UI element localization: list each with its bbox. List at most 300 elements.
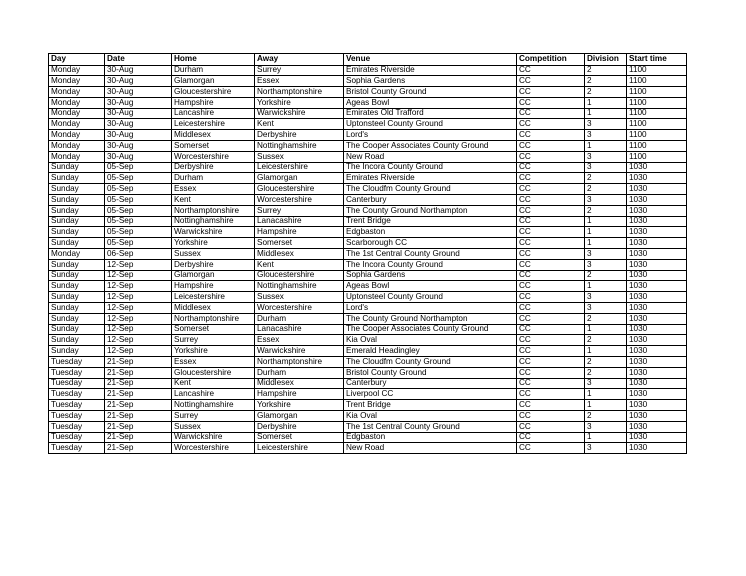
cell-competition: CC xyxy=(517,411,585,422)
cell-division: 1 xyxy=(585,97,627,108)
table-row xyxy=(49,259,687,270)
header-venue: Venue xyxy=(344,54,517,66)
cell-division: 1 xyxy=(585,108,627,119)
cell-division: 3 xyxy=(585,421,627,432)
cell-day: Sunday xyxy=(49,281,105,292)
cell-day: Monday xyxy=(49,141,105,152)
cell-date: 05-Sep xyxy=(105,216,172,227)
cell-away: Surrey xyxy=(255,205,344,216)
table-row xyxy=(49,97,687,108)
table-row xyxy=(49,335,687,346)
cell-away: Glamorgan xyxy=(255,173,344,184)
cell-start-time: 1030 xyxy=(627,184,687,195)
cell-venue: Canterbury xyxy=(344,378,517,389)
cell-date: 12-Sep xyxy=(105,292,172,303)
cell-start-time: 1030 xyxy=(627,249,687,260)
cell-date: 30-Aug xyxy=(105,108,172,119)
cell-venue: Emirates Old Trafford xyxy=(344,108,517,119)
fixtures-table xyxy=(48,53,687,454)
cell-competition: CC xyxy=(517,195,585,206)
header-competition: Competition xyxy=(517,54,585,66)
cell-day: Monday xyxy=(49,108,105,119)
cell-home: Glamorgan xyxy=(172,76,255,87)
cell-competition: CC xyxy=(517,281,585,292)
cell-day: Tuesday xyxy=(49,411,105,422)
cell-home: Yorkshire xyxy=(172,346,255,357)
cell-home: Derbyshire xyxy=(172,259,255,270)
cell-date: 05-Sep xyxy=(105,195,172,206)
cell-start-time: 1030 xyxy=(627,335,687,346)
cell-division: 3 xyxy=(585,119,627,130)
cell-venue: New Road xyxy=(344,151,517,162)
cell-away: Northamptonshire xyxy=(255,357,344,368)
cell-competition: CC xyxy=(517,227,585,238)
cell-day: Tuesday xyxy=(49,378,105,389)
cell-away: Lanacashire xyxy=(255,324,344,335)
cell-home: Gloucestershire xyxy=(172,367,255,378)
table-row xyxy=(49,313,687,324)
cell-venue: Kia Oval xyxy=(344,335,517,346)
cell-away: Surrey xyxy=(255,65,344,76)
cell-date: 12-Sep xyxy=(105,281,172,292)
cell-day: Sunday xyxy=(49,270,105,281)
cell-day: Tuesday xyxy=(49,400,105,411)
cell-competition: CC xyxy=(517,173,585,184)
cell-competition: CC xyxy=(517,421,585,432)
cell-start-time: 1030 xyxy=(627,443,687,454)
cell-away: Sussex xyxy=(255,292,344,303)
cell-division: 2 xyxy=(585,76,627,87)
cell-start-time: 1030 xyxy=(627,346,687,357)
table-row xyxy=(49,65,687,76)
cell-division: 2 xyxy=(585,335,627,346)
cell-home: Derbyshire xyxy=(172,162,255,173)
cell-competition: CC xyxy=(517,259,585,270)
header-date: Date xyxy=(105,54,172,66)
cell-competition: CC xyxy=(517,130,585,141)
cell-start-time: 1100 xyxy=(627,119,687,130)
cell-away: Middlesex xyxy=(255,249,344,260)
cell-division: 3 xyxy=(585,195,627,206)
cell-away: Sussex xyxy=(255,151,344,162)
cell-start-time: 1100 xyxy=(627,108,687,119)
cell-competition: CC xyxy=(517,313,585,324)
cell-date: 30-Aug xyxy=(105,119,172,130)
cell-home: Durham xyxy=(172,65,255,76)
cell-date: 12-Sep xyxy=(105,346,172,357)
cell-start-time: 1030 xyxy=(627,378,687,389)
cell-day: Sunday xyxy=(49,259,105,270)
table-row xyxy=(49,195,687,206)
table-row xyxy=(49,346,687,357)
cell-start-time: 1030 xyxy=(627,389,687,400)
cell-day: Tuesday xyxy=(49,432,105,443)
cell-home: Lancashire xyxy=(172,389,255,400)
cell-competition: CC xyxy=(517,357,585,368)
cell-day: Sunday xyxy=(49,346,105,357)
cell-start-time: 1030 xyxy=(627,313,687,324)
table-row xyxy=(49,421,687,432)
cell-home: Leicestershire xyxy=(172,292,255,303)
table-row xyxy=(49,281,687,292)
cell-day: Sunday xyxy=(49,195,105,206)
cell-away: Leicestershire xyxy=(255,443,344,454)
cell-home: Yorkshire xyxy=(172,238,255,249)
cell-home: Warwickshire xyxy=(172,227,255,238)
cell-venue: Lord's xyxy=(344,303,517,314)
cell-venue: Trent Bridge xyxy=(344,216,517,227)
cell-day: Monday xyxy=(49,97,105,108)
cell-venue: Canterbury xyxy=(344,195,517,206)
cell-away: Warwickshire xyxy=(255,108,344,119)
cell-date: 21-Sep xyxy=(105,378,172,389)
cell-home: Nottinghamshire xyxy=(172,400,255,411)
cell-away: Essex xyxy=(255,76,344,87)
cell-division: 3 xyxy=(585,130,627,141)
cell-date: 06-Sep xyxy=(105,249,172,260)
cell-competition: CC xyxy=(517,443,585,454)
cell-start-time: 1030 xyxy=(627,173,687,184)
fixtures-sheet xyxy=(48,53,687,454)
cell-date: 12-Sep xyxy=(105,270,172,281)
cell-home: Surrey xyxy=(172,411,255,422)
cell-day: Monday xyxy=(49,249,105,260)
cell-start-time: 1100 xyxy=(627,97,687,108)
table-row xyxy=(49,141,687,152)
cell-start-time: 1030 xyxy=(627,303,687,314)
cell-division: 2 xyxy=(585,270,627,281)
cell-competition: CC xyxy=(517,108,585,119)
cell-away: Hampshire xyxy=(255,227,344,238)
table-row xyxy=(49,378,687,389)
header-home: Home xyxy=(172,54,255,66)
cell-competition: CC xyxy=(517,270,585,281)
cell-venue: Edgbaston xyxy=(344,227,517,238)
cell-home: Leicestershire xyxy=(172,119,255,130)
cell-date: 12-Sep xyxy=(105,303,172,314)
cell-day: Sunday xyxy=(49,324,105,335)
cell-start-time: 1030 xyxy=(627,292,687,303)
table-row xyxy=(49,303,687,314)
cell-home: Sussex xyxy=(172,421,255,432)
cell-home: Kent xyxy=(172,378,255,389)
cell-start-time: 1030 xyxy=(627,367,687,378)
cell-day: Sunday xyxy=(49,205,105,216)
cell-division: 3 xyxy=(585,292,627,303)
cell-competition: CC xyxy=(517,335,585,346)
cell-away: Gloucestershire xyxy=(255,270,344,281)
cell-division: 1 xyxy=(585,389,627,400)
cell-competition: CC xyxy=(517,346,585,357)
cell-home: Durham xyxy=(172,173,255,184)
cell-date: 30-Aug xyxy=(105,65,172,76)
cell-division: 1 xyxy=(585,238,627,249)
cell-date: 05-Sep xyxy=(105,162,172,173)
cell-division: 1 xyxy=(585,281,627,292)
cell-competition: CC xyxy=(517,378,585,389)
cell-day: Sunday xyxy=(49,184,105,195)
cell-date: 30-Aug xyxy=(105,87,172,98)
cell-venue: The Incora County Ground xyxy=(344,259,517,270)
cell-away: Warwickshire xyxy=(255,346,344,357)
cell-division: 3 xyxy=(585,303,627,314)
cell-day: Monday xyxy=(49,76,105,87)
cell-away: Essex xyxy=(255,335,344,346)
cell-division: 2 xyxy=(585,173,627,184)
cell-division: 3 xyxy=(585,259,627,270)
cell-away: Yorkshire xyxy=(255,97,344,108)
cell-competition: CC xyxy=(517,119,585,130)
cell-away: Nottinghamshire xyxy=(255,281,344,292)
cell-start-time: 1030 xyxy=(627,324,687,335)
cell-start-time: 1030 xyxy=(627,259,687,270)
cell-start-time: 1030 xyxy=(627,216,687,227)
table-row xyxy=(49,238,687,249)
cell-venue: Trent Bridge xyxy=(344,400,517,411)
cell-division: 2 xyxy=(585,367,627,378)
cell-away: Durham xyxy=(255,367,344,378)
cell-venue: Uptonsteel County Ground xyxy=(344,292,517,303)
cell-competition: CC xyxy=(517,87,585,98)
cell-day: Monday xyxy=(49,130,105,141)
cell-competition: CC xyxy=(517,205,585,216)
table-row xyxy=(49,119,687,130)
cell-venue: The County Ground Northampton xyxy=(344,313,517,324)
table-row xyxy=(49,270,687,281)
header-away: Away xyxy=(255,54,344,66)
cell-competition: CC xyxy=(517,76,585,87)
cell-division: 1 xyxy=(585,324,627,335)
cell-venue: Liverpool CC xyxy=(344,389,517,400)
table-row xyxy=(49,443,687,454)
table-row xyxy=(49,216,687,227)
cell-division: 2 xyxy=(585,87,627,98)
cell-venue: Uptonsteel County Ground xyxy=(344,119,517,130)
cell-start-time: 1100 xyxy=(627,76,687,87)
cell-home: Glamorgan xyxy=(172,270,255,281)
cell-date: 05-Sep xyxy=(105,184,172,195)
cell-day: Sunday xyxy=(49,313,105,324)
cell-venue: Lord's xyxy=(344,130,517,141)
table-row xyxy=(49,173,687,184)
cell-division: 3 xyxy=(585,378,627,389)
cell-competition: CC xyxy=(517,216,585,227)
cell-start-time: 1030 xyxy=(627,227,687,238)
cell-home: Essex xyxy=(172,184,255,195)
cell-division: 2 xyxy=(585,357,627,368)
cell-away: Derbyshire xyxy=(255,421,344,432)
cell-venue: The Cloudfm County Ground xyxy=(344,184,517,195)
cell-home: Lancashire xyxy=(172,108,255,119)
cell-day: Sunday xyxy=(49,303,105,314)
cell-division: 3 xyxy=(585,249,627,260)
cell-start-time: 1030 xyxy=(627,281,687,292)
cell-date: 12-Sep xyxy=(105,313,172,324)
cell-date: 21-Sep xyxy=(105,443,172,454)
cell-start-time: 1100 xyxy=(627,65,687,76)
cell-venue: The Incora County Ground xyxy=(344,162,517,173)
cell-day: Sunday xyxy=(49,292,105,303)
cell-division: 2 xyxy=(585,184,627,195)
cell-date: 21-Sep xyxy=(105,367,172,378)
cell-division: 2 xyxy=(585,411,627,422)
cell-away: Lanacashire xyxy=(255,216,344,227)
cell-start-time: 1030 xyxy=(627,205,687,216)
cell-venue: The 1st Central County Ground xyxy=(344,249,517,260)
cell-away: Yorkshire xyxy=(255,400,344,411)
cell-division: 2 xyxy=(585,205,627,216)
cell-home: Sussex xyxy=(172,249,255,260)
cell-date: 21-Sep xyxy=(105,357,172,368)
cell-day: Tuesday xyxy=(49,367,105,378)
cell-division: 1 xyxy=(585,346,627,357)
cell-home: Middlesex xyxy=(172,130,255,141)
cell-day: Sunday xyxy=(49,173,105,184)
cell-start-time: 1100 xyxy=(627,141,687,152)
cell-away: Somerset xyxy=(255,238,344,249)
cell-day: Monday xyxy=(49,87,105,98)
cell-venue: New Road xyxy=(344,443,517,454)
cell-day: Tuesday xyxy=(49,389,105,400)
table-row xyxy=(49,411,687,422)
cell-day: Sunday xyxy=(49,162,105,173)
cell-venue: The 1st Central County Ground xyxy=(344,421,517,432)
table-row xyxy=(49,162,687,173)
cell-away: Kent xyxy=(255,119,344,130)
cell-away: Northamptonshire xyxy=(255,87,344,98)
cell-start-time: 1030 xyxy=(627,400,687,411)
cell-away: Middlesex xyxy=(255,378,344,389)
cell-home: Worcestershire xyxy=(172,151,255,162)
cell-date: 21-Sep xyxy=(105,411,172,422)
table-row xyxy=(49,432,687,443)
cell-venue: Sophia Gardens xyxy=(344,270,517,281)
table-row xyxy=(49,108,687,119)
cell-start-time: 1100 xyxy=(627,130,687,141)
table-row xyxy=(49,292,687,303)
cell-competition: CC xyxy=(517,97,585,108)
cell-start-time: 1030 xyxy=(627,411,687,422)
cell-competition: CC xyxy=(517,303,585,314)
cell-division: 2 xyxy=(585,65,627,76)
table-row xyxy=(49,151,687,162)
cell-division: 1 xyxy=(585,400,627,411)
cell-date: 21-Sep xyxy=(105,421,172,432)
cell-day: Sunday xyxy=(49,227,105,238)
cell-home: Hampshire xyxy=(172,97,255,108)
cell-date: 30-Aug xyxy=(105,130,172,141)
cell-venue: Edgbaston xyxy=(344,432,517,443)
table-row xyxy=(49,205,687,216)
table-row xyxy=(49,184,687,195)
cell-date: 30-Aug xyxy=(105,97,172,108)
cell-division: 1 xyxy=(585,216,627,227)
table-row xyxy=(49,227,687,238)
cell-date: 05-Sep xyxy=(105,205,172,216)
table-row xyxy=(49,76,687,87)
cell-home: Northamptonshire xyxy=(172,205,255,216)
cell-date: 05-Sep xyxy=(105,173,172,184)
cell-venue: The Cooper Associates County Ground xyxy=(344,324,517,335)
cell-division: 1 xyxy=(585,432,627,443)
cell-competition: CC xyxy=(517,184,585,195)
header-start-time: Start time xyxy=(627,54,687,66)
cell-home: Warwickshire xyxy=(172,432,255,443)
cell-day: Sunday xyxy=(49,238,105,249)
cell-start-time: 1030 xyxy=(627,195,687,206)
cell-venue: Emirates Riverside xyxy=(344,65,517,76)
cell-day: Monday xyxy=(49,65,105,76)
cell-start-time: 1100 xyxy=(627,151,687,162)
table-row xyxy=(49,400,687,411)
cell-competition: CC xyxy=(517,389,585,400)
cell-venue: Scarborough CC xyxy=(344,238,517,249)
cell-date: 21-Sep xyxy=(105,400,172,411)
cell-competition: CC xyxy=(517,367,585,378)
cell-home: Northamptonshire xyxy=(172,313,255,324)
cell-start-time: 1030 xyxy=(627,270,687,281)
cell-competition: CC xyxy=(517,238,585,249)
cell-competition: CC xyxy=(517,324,585,335)
cell-home: Somerset xyxy=(172,141,255,152)
cell-home: Worcestershire xyxy=(172,443,255,454)
cell-date: 21-Sep xyxy=(105,432,172,443)
cell-day: Monday xyxy=(49,151,105,162)
cell-division: 2 xyxy=(585,313,627,324)
cell-start-time: 1100 xyxy=(627,87,687,98)
cell-venue: Kia Oval xyxy=(344,411,517,422)
table-row xyxy=(49,367,687,378)
cell-day: Tuesday xyxy=(49,357,105,368)
cell-competition: CC xyxy=(517,141,585,152)
cell-away: Gloucestershire xyxy=(255,184,344,195)
cell-competition: CC xyxy=(517,292,585,303)
cell-home: Essex xyxy=(172,357,255,368)
header-division: Division xyxy=(585,54,627,66)
cell-date: 12-Sep xyxy=(105,259,172,270)
cell-day: Sunday xyxy=(49,216,105,227)
cell-away: Hampshire xyxy=(255,389,344,400)
cell-venue: The Cooper Associates County Ground xyxy=(344,141,517,152)
table-row xyxy=(49,130,687,141)
cell-competition: CC xyxy=(517,151,585,162)
cell-date: 05-Sep xyxy=(105,238,172,249)
cell-start-time: 1030 xyxy=(627,432,687,443)
cell-home: Kent xyxy=(172,195,255,206)
cell-away: Kent xyxy=(255,259,344,270)
cell-start-time: 1030 xyxy=(627,421,687,432)
cell-venue: Emerald Headingley xyxy=(344,346,517,357)
cell-venue: Sophia Gardens xyxy=(344,76,517,87)
cell-venue: Ageas Bowl xyxy=(344,97,517,108)
table-row xyxy=(49,324,687,335)
cell-division: 3 xyxy=(585,151,627,162)
cell-competition: CC xyxy=(517,400,585,411)
cell-competition: CC xyxy=(517,432,585,443)
cell-start-time: 1030 xyxy=(627,238,687,249)
cell-venue: Emirates Riverside xyxy=(344,173,517,184)
cell-home: Nottinghamshire xyxy=(172,216,255,227)
cell-day: Monday xyxy=(49,119,105,130)
cell-date: 30-Aug xyxy=(105,76,172,87)
cell-venue: The County Ground Northampton xyxy=(344,205,517,216)
cell-date: 21-Sep xyxy=(105,389,172,400)
cell-start-time: 1030 xyxy=(627,162,687,173)
cell-day: Sunday xyxy=(49,335,105,346)
cell-date: 05-Sep xyxy=(105,227,172,238)
header-row xyxy=(49,54,687,66)
cell-away: Leicestershire xyxy=(255,162,344,173)
